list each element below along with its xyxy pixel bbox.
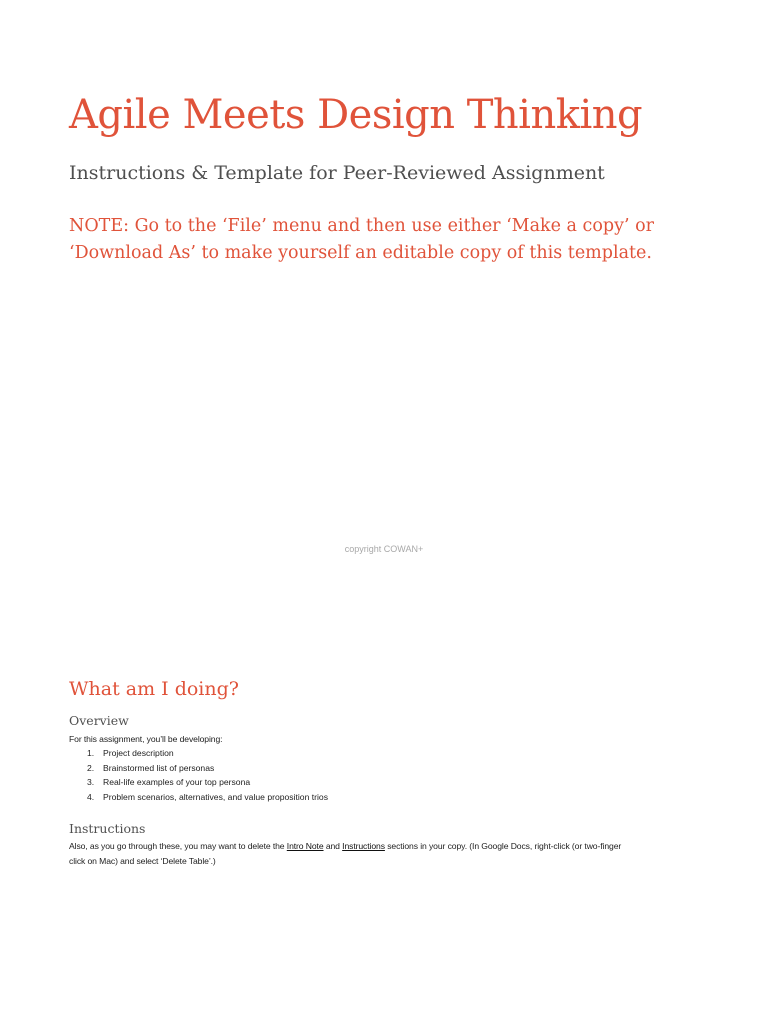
list-item <box>69 775 328 790</box>
instructions-paragraph <box>69 839 699 868</box>
document-title: Agile Meets Design Thinking <box>69 92 643 138</box>
list-item-number: 4. <box>87 791 95 802</box>
instructions-text-part: sections in your copy. (In Google Docs, right-click (or two-finger <box>384 841 622 851</box>
overview-heading: Overview <box>69 713 129 728</box>
instructions-line-2: click on Mac) and select ‘Delete Table’.) <box>69 855 216 866</box>
list-item <box>69 790 328 805</box>
list-item-text: Problem scenarios, alternatives, and value proposition trios <box>103 791 328 802</box>
instructions-link[interactable]: Instructions <box>342 841 385 851</box>
copyright-text: copyright COWAN+ <box>344 544 424 554</box>
note-line-1: NOTE: Go to the ‘File’ menu and then use either ‘Make a copy’ or <box>69 216 654 236</box>
instructions-text-part: and <box>323 841 343 851</box>
intro-note-link[interactable]: Intro Note <box>286 841 324 851</box>
note-line-2: ‘Download As’ to make yourself an editable copy of this template. <box>69 243 652 263</box>
section-heading: What am I doing? <box>69 678 239 700</box>
document-subtitle: Instructions & Template for Peer-Reviewed Assignment <box>69 162 605 184</box>
overview-intro: For this assignment, you’ll be developing: <box>69 734 223 744</box>
instructions-text-part: Also, as you go through these, you may want to delete the <box>69 841 287 851</box>
instructions-heading: Instructions <box>69 821 146 836</box>
copy-instruction-note <box>69 213 729 267</box>
list-item-text: Project description <box>103 748 174 758</box>
list-item-number: 1. <box>87 748 95 758</box>
deliverables-list <box>69 746 328 804</box>
list-item-number: 3. <box>87 777 95 788</box>
list-item-number: 2. <box>87 762 95 773</box>
list-item <box>69 761 328 776</box>
instructions-line-1 <box>69 839 699 854</box>
list-item <box>69 746 328 761</box>
list-item-text: Brainstormed list of personas <box>103 762 215 773</box>
list-item-text: Real-life examples of your top persona <box>103 777 251 788</box>
